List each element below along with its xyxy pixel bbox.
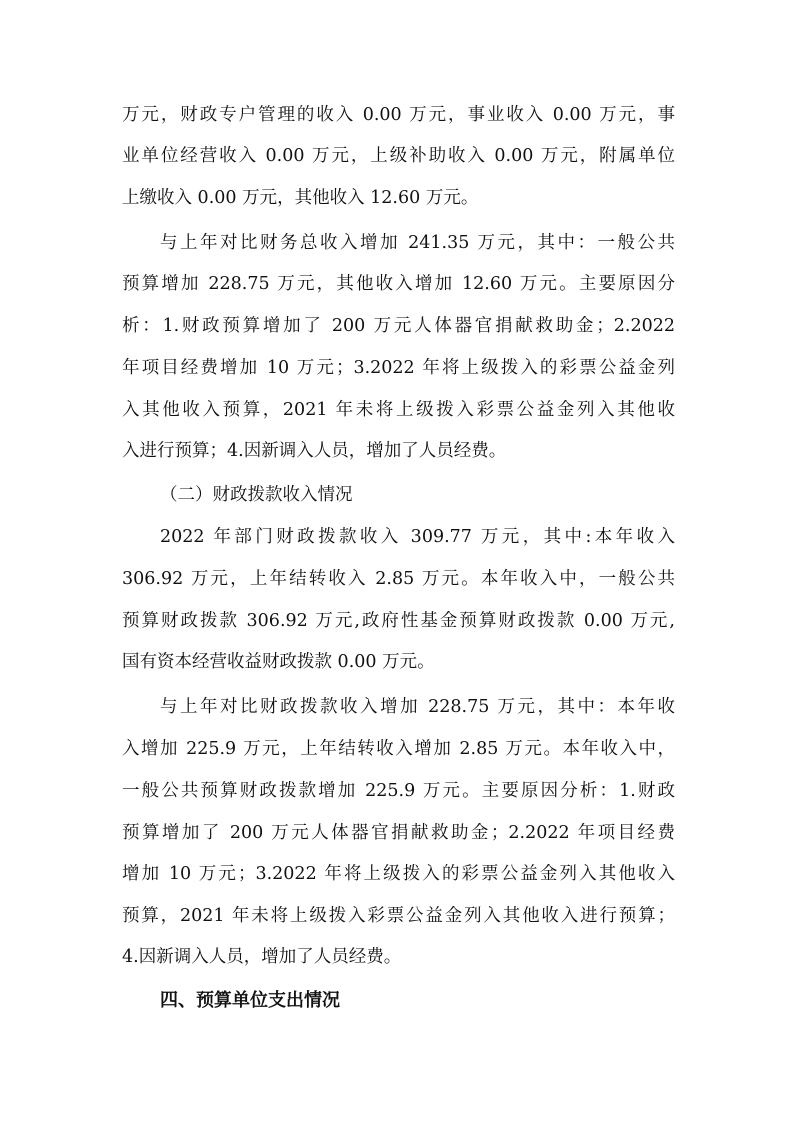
paragraph-3-line-3: 预算财政拨款 306.92 万元,政府性基金预算财政拨款 0.00 万元, [122,611,675,631]
paragraph-3-line-4: 国有资本经营收益财政拨款 0.00 万元。 [122,652,435,672]
paragraph-4-line-6: 预算，2021 年未将上级拨入彩票公益金列入其他收入进行预算； [122,906,675,926]
paragraph-1-line-1: 万元，财政专户管理的收入 0.00 万元，事业收入 0.00 万元，事 [122,105,675,125]
paragraph-2-line-3: 析：1.财政预算增加了 200 万元人体器官捐献救助金；2.2022 [122,316,675,336]
section-heading-budget-unit-expenditure: 四、预算单位支出情况 [160,990,340,1011]
paragraph-3-line-2: 306.92 万元，上年结转收入 2.85 万元。本年收入中，一般公共 [122,569,675,589]
paragraph-4-line-3: 一般公共预算财政拨款增加 225.9 万元。主要原因分析：1.财政 [122,781,675,801]
paragraph-4-line-7: 4.因新调入人员，增加了人员经费。 [122,947,402,967]
paragraph-4-line-1: 与上年对比财政拨款收入增加 228.75 万元，其中：本年收 [160,697,675,717]
paragraph-1-line-3: 上缴收入 0.00 万元，其他收入 12.60 万元。 [122,188,479,208]
paragraph-2-line-4: 年项目经费增加 10 万元；3.2022 年将上级拨入的彩票公益金列 [122,358,675,378]
paragraph-4-line-4: 预算增加了 200 万元人体器官捐献救助金；2.2022 年项目经费 [122,823,675,843]
paragraph-3-line-1: 2022 年部门财政拨款收入 309.77 万元，其中:本年收入 [160,527,675,547]
subheading-fiscal-appropriation-income: （二）财政拨款收入情况 [160,485,353,505]
paragraph-4-line-5: 增加 10 万元；3.2022 年将上级拨入的彩票公益金列入其他收入 [122,864,675,884]
paragraph-2-line-6: 入进行预算；4.因新调入人员，增加了人员经费。 [122,441,507,461]
paragraph-2-line-1: 与上年对比财务总收入增加 241.35 万元，其中：一般公共 [160,233,675,253]
paragraph-2-line-2: 预算增加 228.75 万元，其他收入增加 12.60 万元。主要原因分 [122,274,675,294]
paragraph-4-line-2: 入增加 225.9 万元，上年结转收入增加 2.85 万元。本年收入中， [122,739,675,759]
paragraph-1-line-2: 业单位经营收入 0.00 万元，上级补助收入 0.00 万元，附属单位 [122,146,675,166]
paragraph-2-line-5: 入其他收入预算，2021 年未将上级拨入彩票公益金列入其他收 [122,400,675,420]
